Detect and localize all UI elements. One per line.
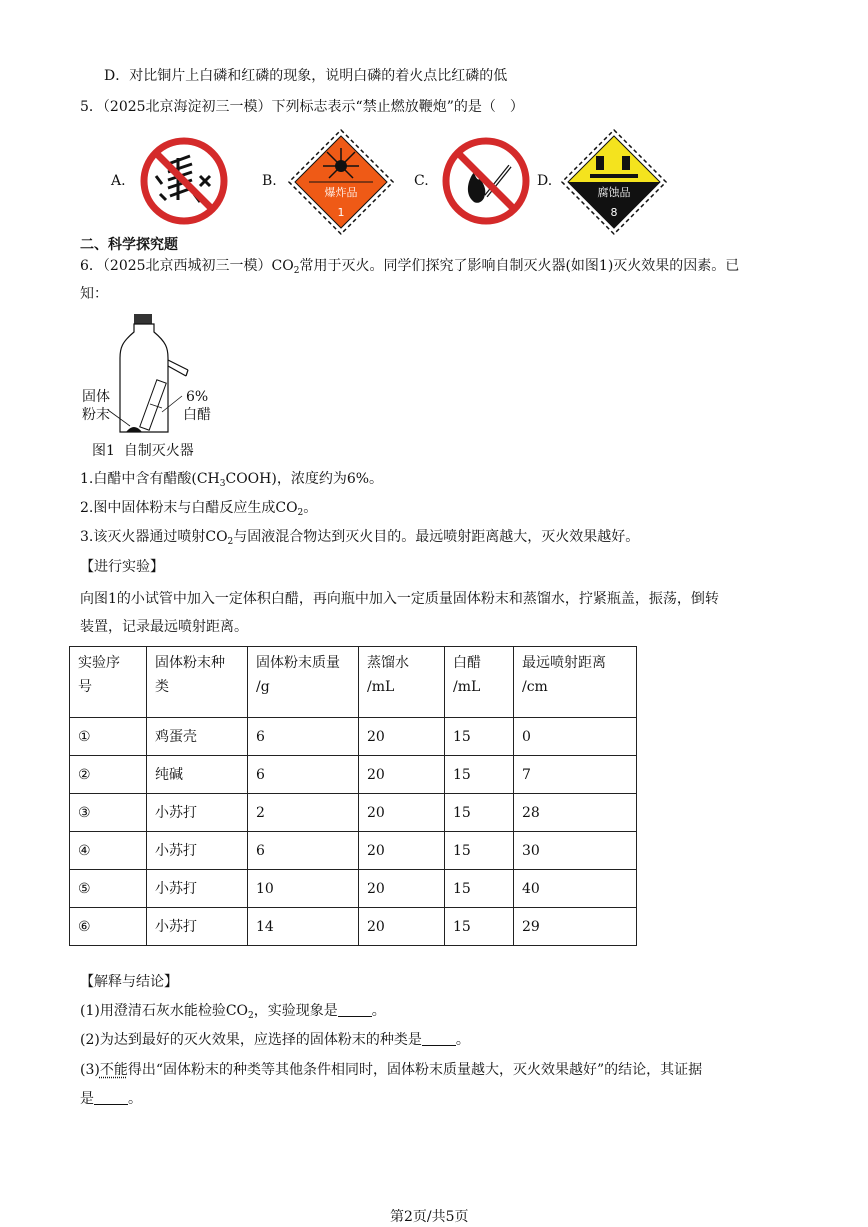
figure-label-solid-1: 固体: [82, 389, 110, 405]
answer-blank-1[interactable]: [338, 1002, 372, 1017]
table-row: [70, 908, 637, 946]
table-cell: 6: [248, 832, 359, 870]
corrosive-label: 腐蚀品: [597, 186, 631, 199]
conclusion-2: (2)为达到最好的灭火效果，应选择的固体粉末的种类是 。: [80, 1032, 470, 1048]
q5-stem: 5．（2025北京海淀初三一模）下列标志表示“禁止燃放鞭炮”的是（ ）: [80, 99, 524, 115]
q4-option-d: D．对比铜片上白磷和红磷的现象，说明白磷的着火点比红磷的低: [104, 68, 508, 84]
table-row: [70, 832, 637, 870]
q5-option-a-label: A.: [111, 173, 126, 189]
results-table: [69, 646, 637, 946]
explosive-label: 爆炸品: [324, 186, 358, 199]
known-1: 1.白醋中含有醋酸$(CH_3COOH)$，浓度约为6%。: [80, 471, 384, 489]
table-cell: 40: [514, 870, 637, 908]
answer-blank-2[interactable]: [422, 1031, 456, 1046]
page-number: 第2页/共5页: [390, 1209, 469, 1225]
experiment-line1: 向图1的小试管中加入一定体积白醋，再向瓶中加入一定质量固体粉末和蒸馏水，拧紧瓶盖，振荡，倒转: [80, 591, 719, 607]
table-header-cell: 白醋 /mL: [445, 647, 514, 718]
answer-blank-3[interactable]: [94, 1090, 128, 1105]
table-cell: 15: [445, 908, 514, 946]
conclusion-3-line2: 是 。: [80, 1091, 142, 1107]
table-cell: 14: [248, 908, 359, 946]
table-cell: 2: [248, 794, 359, 832]
table-cell: ⑤: [70, 870, 147, 908]
table-header-cell: 固体粉末种 类: [147, 647, 248, 718]
table-header-cell: 最远喷射距离 /cm: [514, 647, 637, 718]
table-header-cell: 实验序 号: [70, 647, 147, 718]
experiment-title: 【进行实验】: [80, 559, 164, 575]
figure-label-vinegar-1: 6%: [186, 389, 209, 405]
table-cell: 28: [514, 794, 637, 832]
q6-stem-line1: 6．（2025北京西城初三一模）$CO_2$常用于灭火。同学们探究了影响自制灭火器(如图1)灭火效果的因素。已: [80, 258, 740, 276]
known-2: 2.图中固体粉末与白醋反应生成$CO_2$。: [80, 500, 318, 518]
no-fireworks-sign-icon: [138, 136, 230, 230]
corrosive-number: 8: [610, 206, 618, 219]
table-cell: 15: [445, 794, 514, 832]
table-cell: 20: [359, 870, 445, 908]
table-cell: 30: [514, 832, 637, 870]
q5-option-b-label: B.: [262, 173, 277, 189]
table-cell: 20: [359, 908, 445, 946]
conclusion-title: 【解释与结论】: [80, 974, 178, 990]
conclusion-3: (3)不能得出“固体粉末的种类等其他条件相同时，固体粉末质量越大，灭火效果越好”的结论，其证据: [80, 1062, 703, 1078]
table-cell: 20: [359, 794, 445, 832]
no-open-flame-sign-icon: [440, 136, 532, 230]
table-cell: 15: [445, 870, 514, 908]
table-header-cell: 蒸馏水 /mL: [359, 647, 445, 718]
q6-stem-line2: 知：: [80, 286, 108, 302]
table-cell: 20: [359, 756, 445, 794]
explosive-hazard-diamond-icon: [287, 128, 395, 240]
table-cell: 小苏打: [147, 908, 248, 946]
conclusion-1: (1)用澄清石灰水能检验$CO_2$，实验现象是 。: [80, 1003, 386, 1021]
table-cell: 15: [445, 832, 514, 870]
table-cell: 6: [248, 756, 359, 794]
table-cell: ⑥: [70, 908, 147, 946]
figure-label-solid-2: 粉末: [82, 407, 110, 423]
experiment-line2: 装置，记录最远喷射距离。: [80, 619, 248, 635]
table-header-cell: 固体粉末质量 /g: [248, 647, 359, 718]
table-cell: 小苏打: [147, 832, 248, 870]
table-cell: ①: [70, 718, 147, 756]
table-cell: 6: [248, 718, 359, 756]
known-3: 3.该灭火器通过喷射$CO_2$与固液混合物达到灭火目的。最远喷射距离越大，灭火效果越好。: [80, 529, 640, 547]
table-row: [70, 756, 637, 794]
q5-option-c-label: C.: [414, 173, 429, 189]
q5-option-d-label: D.: [537, 173, 553, 189]
table-cell: 29: [514, 908, 637, 946]
table-cell: 小苏打: [147, 870, 248, 908]
table-row: [70, 870, 637, 908]
figure-caption: 图1 自制灭火器: [92, 443, 194, 459]
table-cell: ②: [70, 756, 147, 794]
table-header-row: [70, 647, 637, 718]
table-row: [70, 718, 637, 756]
table-cell: 20: [359, 718, 445, 756]
corrosive-hazard-diamond-icon: [560, 128, 668, 240]
table-cell: 鸡蛋壳: [147, 718, 248, 756]
table-cell: ③: [70, 794, 147, 832]
table-cell: 0: [514, 718, 637, 756]
figure-label-vinegar-2: 白醋: [183, 407, 211, 423]
table-cell: 15: [445, 718, 514, 756]
table-cell: 15: [445, 756, 514, 794]
table-cell: 小苏打: [147, 794, 248, 832]
table-cell: 10: [248, 870, 359, 908]
table-row: [70, 794, 637, 832]
table-cell: 7: [514, 756, 637, 794]
section-title: 二、科学探究题: [80, 237, 178, 253]
explosive-number: 1: [337, 206, 345, 219]
table-cell: ④: [70, 832, 147, 870]
table-cell: 20: [359, 832, 445, 870]
table-cell: 纯碱: [147, 756, 248, 794]
